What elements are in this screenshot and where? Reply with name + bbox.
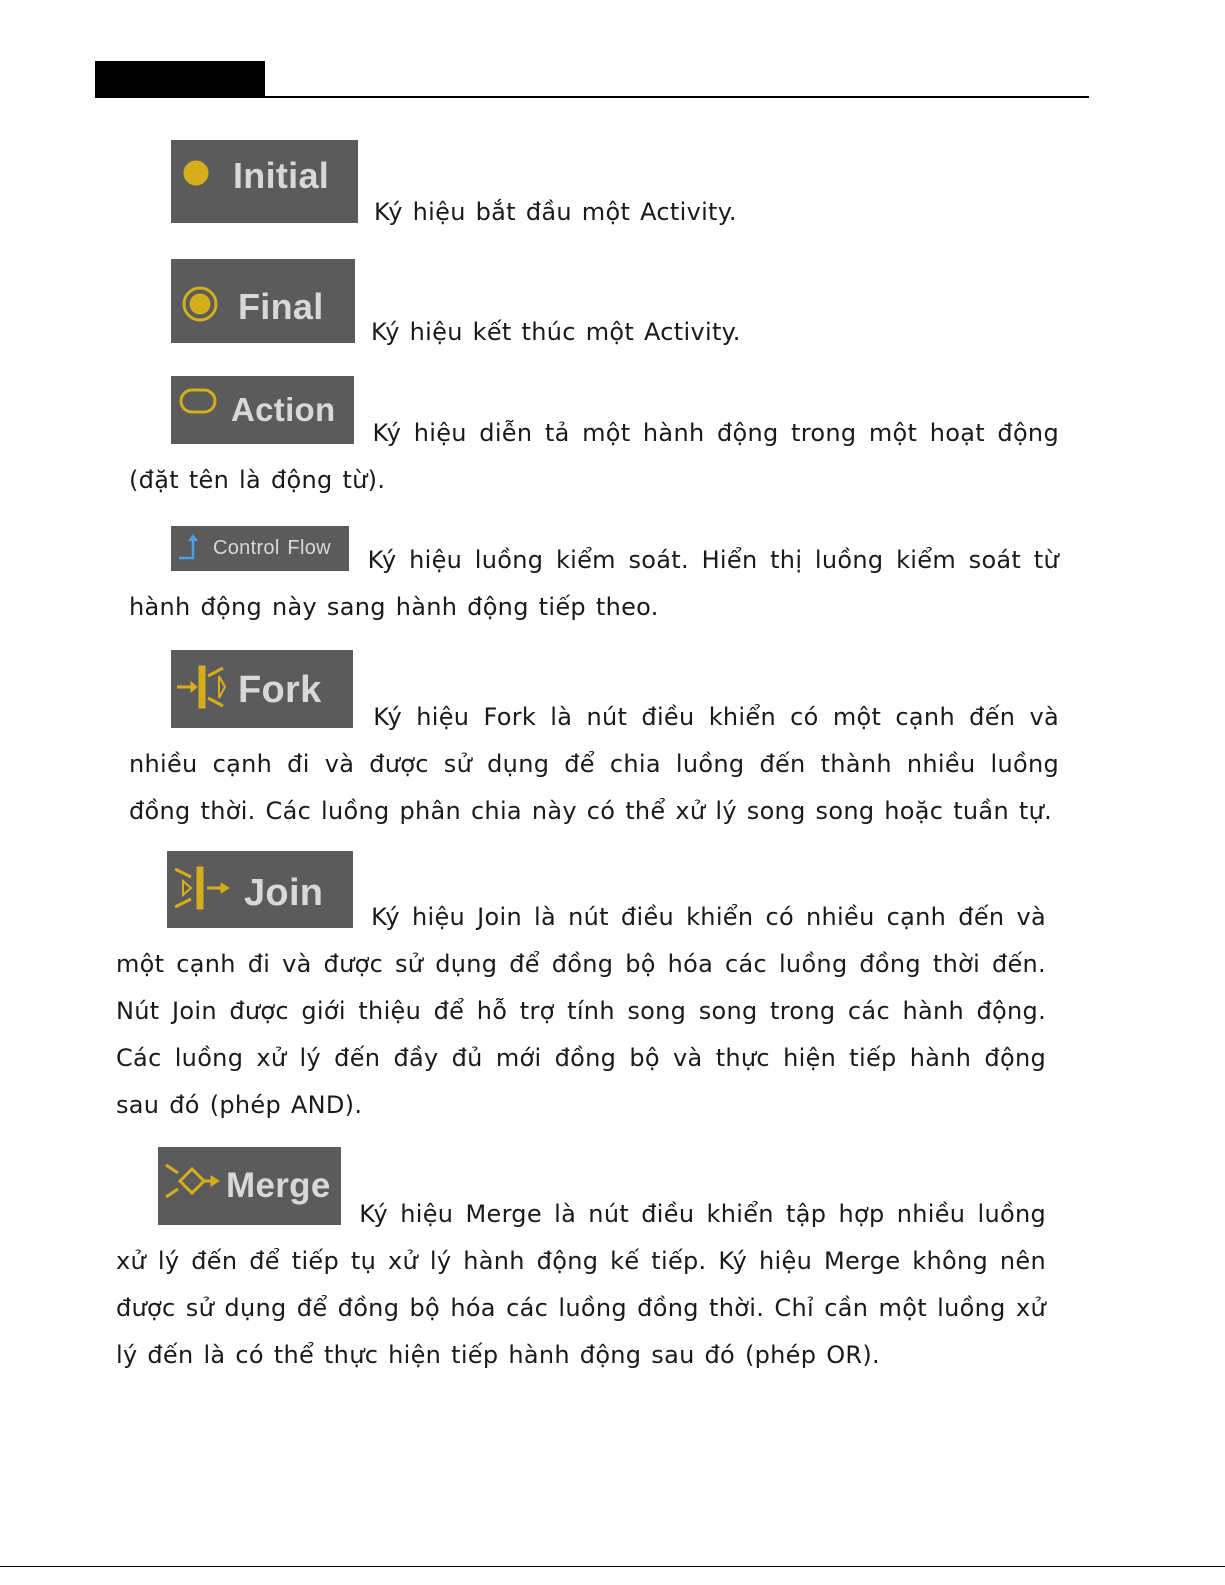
control-flow-description: Ký hiệu luồng kiểm soát. Hiển thị luồng kiểm soát từ hành động này sang hành động tiếp theo. xyxy=(129,546,1060,621)
initial-node-icon xyxy=(181,158,211,188)
symbol-entry-action xyxy=(0,376,1225,504)
symbol-entry-initial xyxy=(0,140,1225,236)
symbol-entry-merge xyxy=(0,1147,1225,1379)
join-node-icon xyxy=(173,865,233,911)
symbol-entry-fork xyxy=(0,650,1225,835)
merge-badge: Merge xyxy=(158,1147,341,1225)
join-badge: Join xyxy=(167,851,353,928)
action-description: Ký hiệu diễn tả một hành động trong một hoạt động (đặt tên là động từ). xyxy=(129,419,1059,494)
initial-badge: Initial xyxy=(171,140,358,223)
initial-description: Ký hiệu bắt đầu một Activity. xyxy=(373,198,737,226)
control-flow-badge: Control Flow xyxy=(171,526,349,571)
bottom-rule xyxy=(0,1566,1225,1567)
action-badge: Action xyxy=(171,376,354,444)
final-badge: Final xyxy=(171,259,355,343)
symbol-entry-final xyxy=(0,259,1225,356)
fork-node-icon xyxy=(175,664,229,710)
merge-node-icon xyxy=(164,1161,220,1201)
symbol-entry-control-flow xyxy=(0,526,1225,631)
final-node-icon xyxy=(181,285,219,323)
merge-description: Ký hiệu Merge là nút điều khiển tập hợp nhiều luồng xử lý đến để tiếp tụ xử lý hành động kế tiếp. Ký hiệu Merge không nên được sử dụng để đồng bộ hóa các luồng đồng thời. Chỉ cần một luồng xử lý đến là có thể thực hiện tiếp hành động sau đó (phép OR). xyxy=(116,1200,1046,1369)
control-flow-icon xyxy=(177,532,205,562)
fork-badge: Fork xyxy=(171,650,353,728)
header-rule xyxy=(95,96,1089,98)
action-node-icon xyxy=(179,388,217,414)
symbol-entry-join xyxy=(0,851,1225,1129)
final-description: Ký hiệu kết thúc một Activity. xyxy=(370,318,741,346)
header-black-block xyxy=(95,61,265,97)
join-description: Ký hiệu Join là nút điều khiển có nhiều cạnh đến và một cạnh đi và được sử dụng để đồng bộ hóa các luồng đồng thời đến. Nút Join được giới thiệu để hỗ trợ tính song song trong các hành động. Các luồng xử lý đến đầy đủ mới đồng bộ và thực hiện tiếp hành động sau đó (phép AND). xyxy=(116,903,1046,1119)
fork-description: Ký hiệu Fork là nút điều khiển có một cạnh đến và nhiều cạnh đi và được sử dụng để chia luồng đến thành nhiều luồng đồng thời. Các luồng phân chia này có thể xử lý song song hoặc tuần tự. xyxy=(129,703,1059,825)
